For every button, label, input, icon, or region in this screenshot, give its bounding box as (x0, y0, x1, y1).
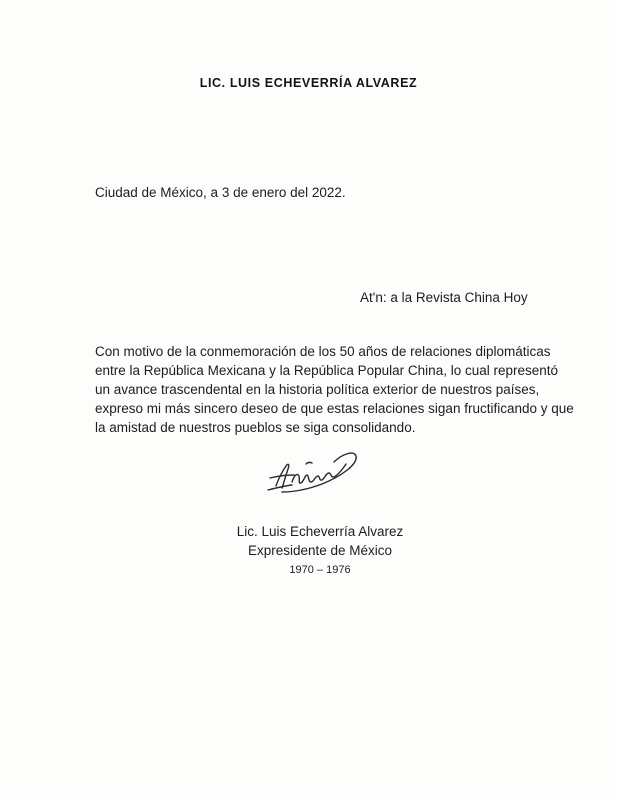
place-date: Ciudad de México, a 3 de enero del 2022. (95, 185, 346, 200)
body-line: un avance trascendental en la historia política exterior de nuestros países, (95, 382, 540, 397)
letter-body (95, 342, 574, 437)
body-line: la amistad de nuestros pueblos se siga consolidando. (95, 420, 416, 435)
signer-block (150, 522, 490, 580)
signer-title: Expresidente de México (247, 543, 393, 558)
signer-name: Lic. Luis Echeverría Alvarez (236, 524, 404, 539)
body-line: entre la República Mexicana y la República Popular China, lo cual representó (95, 363, 559, 378)
letterhead-name: LIC. LUIS ECHEVERRÍA ALVAREZ (199, 76, 418, 90)
signature-strokes (268, 453, 356, 492)
signer-years: 1970 – 1976 (289, 564, 351, 576)
attention-line: At'n: a la Revista China Hoy (360, 290, 528, 305)
body-line: expreso mi más sincero deseo de que estas relaciones sigan fructificando y que (95, 401, 574, 416)
handwritten-signature (262, 442, 362, 498)
body-line: Con motivo de la conmemoración de los 50 años de relaciones diplomáticas (95, 344, 551, 359)
